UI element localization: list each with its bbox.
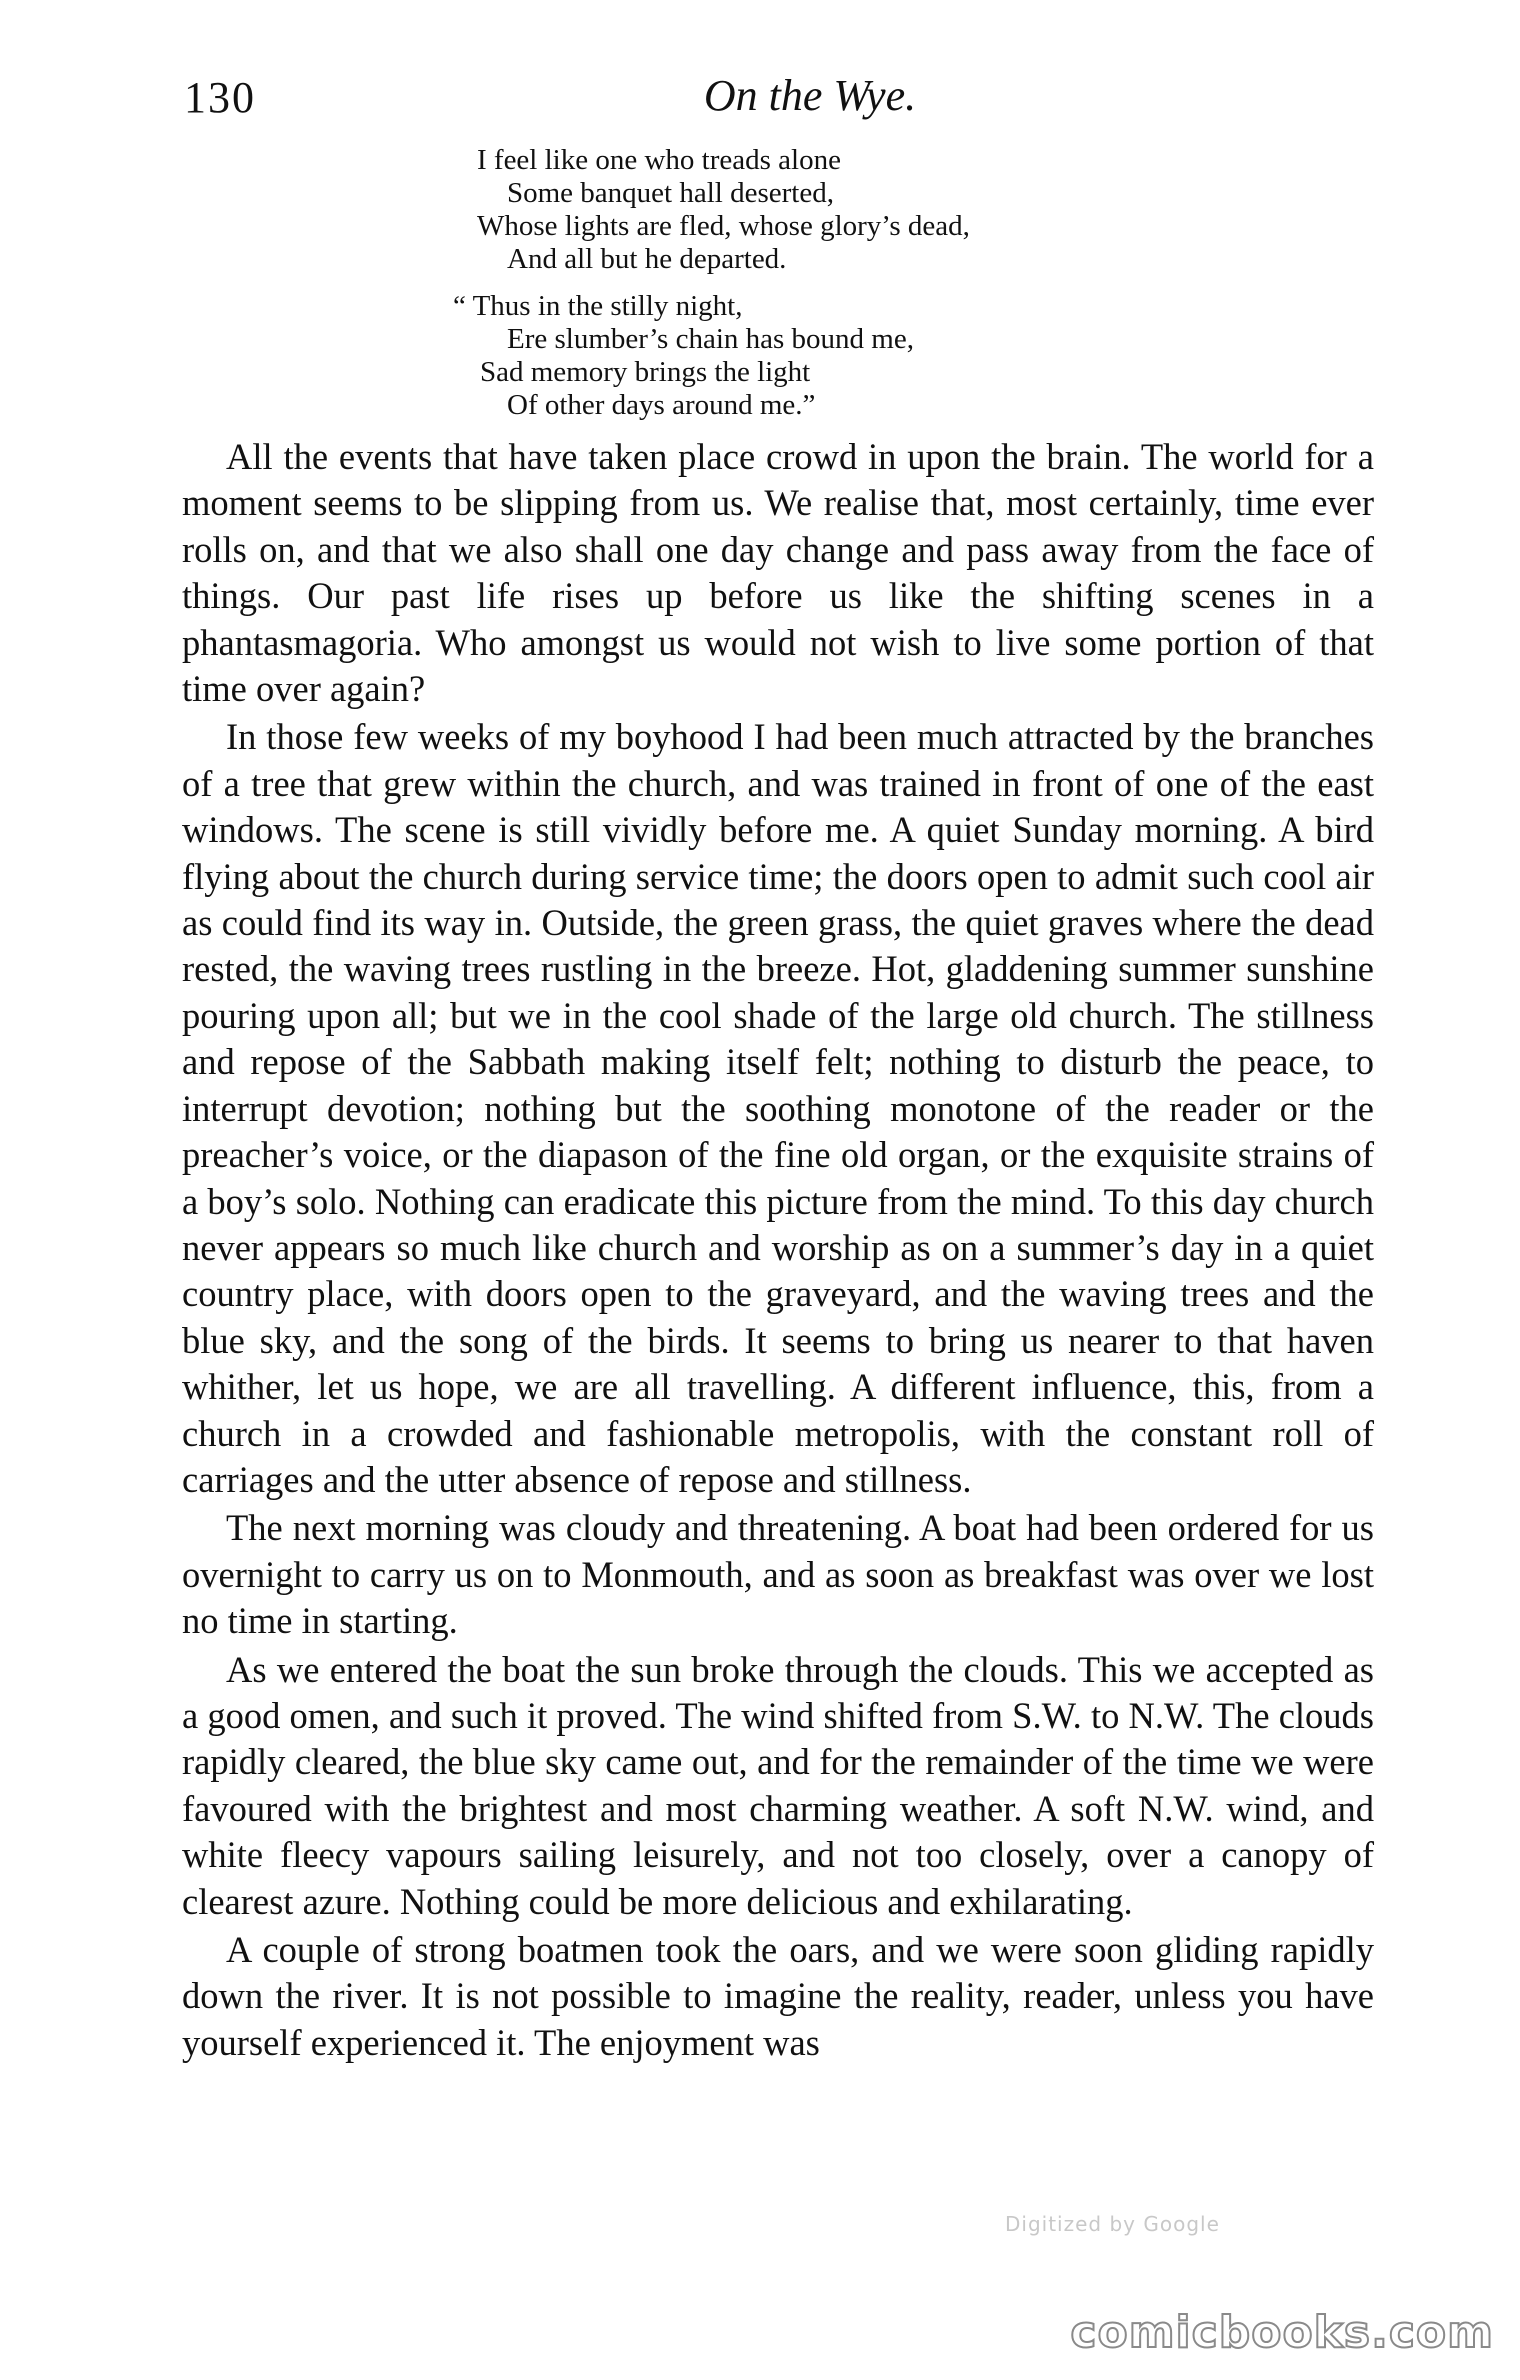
paragraph: The next morning was cloudy and threatening. A boat had been ordered for us overnight to carry us on to Monmouth, and as soon as breakfast was over we lost no time in starting. (182, 1507, 1374, 1642)
paragraph: As we entered the boat the sun broke through the clouds. This we accepted as a good omen, and such it proved. The wind shifted from S.W. to N.W. The clouds rapidly cleared, the blue sky came out, and for the remainder of the time we were favoured with the brightest and most charming weather. A soft N.W. wind, and white fleecy vapours sailing leisurely, and not too closely, over a canopy of clearest azure. Nothing could be more delicious and exhilarating. (182, 1648, 1374, 1922)
body-text (182, 434, 1374, 2068)
running-head: On the Wye. (703, 71, 917, 120)
poem-line: Sad memory brings the light (480, 356, 811, 388)
poem-line: “ Thus in the stilly night, (453, 290, 743, 322)
poem-line: Ere slumber’s chain has bound me, (507, 323, 914, 355)
paragraph: In those few weeks of my boyhood I had been much attracted by the branches of a tree that grew within the church, and was trained in front of one of the east windows. The scene is still vividly before me. A quiet Sunday morning. A bird flying about the church during service time; the doors open to admit such cool air as could find its way in. Outside, the green grass, the quiet graves where the dead rested, the waving trees rustling in the breeze. Hot, gladdening summer sunshine pouring upon all; but we in the cool shade of the large old church. The stillness and repose of the Sabbath making itself felt; nothing to disturb the peace, to interrupt devotion; nothing but the soothing monotone of the reader or the preacher’s voice, or the diapason of the fine old organ, or the exquisite strains of a boy’s solo. Nothing can eradicate this picture from the mind. To this day church never appears so much like church and worship as on a summer’s day in a quiet country place, with doors open to the graveyard, and the waving trees and the blue sky, and the song of the birds. It seems to bring us nearer to that haven whither, let us hope, we are all travelling. A different influence, this, from a church in a crowded and fashionable metropolis, with the constant roll of carriages and the utter absence of repose and stillness. (182, 716, 1374, 1500)
poem-line: Some banquet hall deserted, (507, 177, 834, 209)
poem-line: And all but he departed. (507, 243, 787, 275)
paragraph: A couple of strong boatmen took the oars, and we were soon gliding rapidly down the river. It is not possible to imagine the reality, reader, unless you have yourself experienced it. The enjoyment was (182, 1929, 1374, 2063)
paragraph: All the events that have taken place crowd in upon the brain. The world for a moment seems to be slipping from us. We realise that, most certainly, time ever rolls on, and that we also shall one day change and pass away from the face of things. Our past life rises up before us like the shifting scenes in a phantasmagoria. Who amongst us would not wish to live some portion of that time over again? (182, 436, 1374, 710)
poem-line: Of other days around me.” (507, 389, 816, 421)
poem-line: Whose lights are fled, whose glory’s dead, (477, 210, 970, 242)
poem-line: I feel like one who treads alone (477, 144, 841, 176)
digitization-watermark: Digitized by Google (1005, 2212, 1220, 2236)
site-logo: comicbooks.com (1070, 2307, 1494, 2358)
page-number: 130 (184, 73, 256, 122)
